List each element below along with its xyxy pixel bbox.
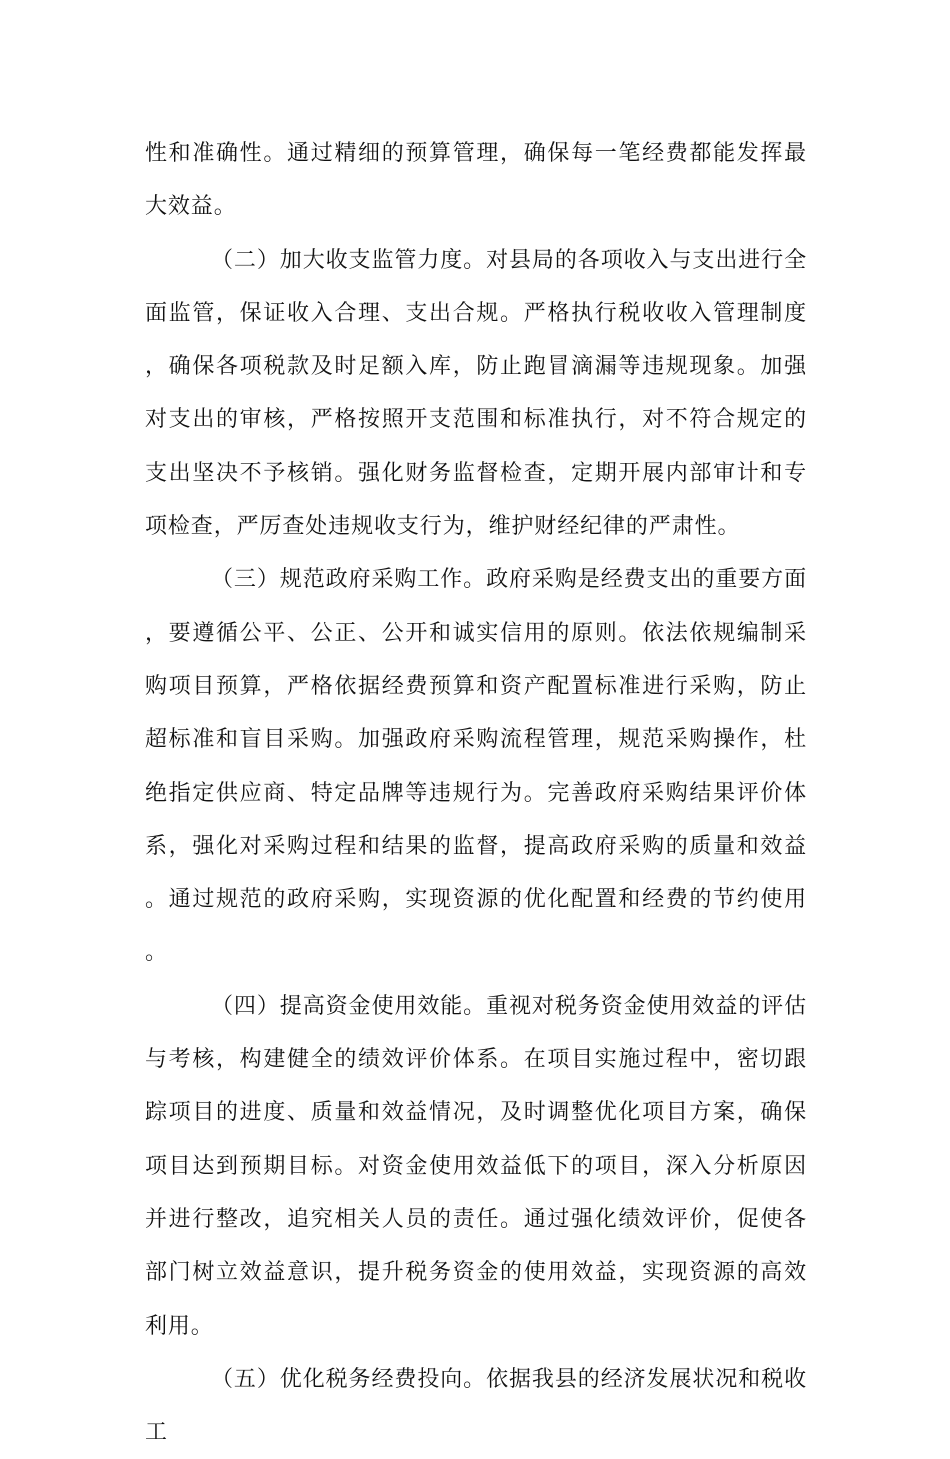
paragraph-continuation: 性和准确性。通过精细的预算管理，确保每一笔经费都能发挥最大效益。: [145, 141, 807, 220]
paragraph-3-government-procurement: （三）规范政府采购工作。政府采购是经费支出的重要方面，要遵循公平、公正、公开和诚实信用的原则。依法依规编制采购项目预算，严格依据经费预算和资产配置标准进行采购，防止超标准和盲目采购。加强政府采购流程管理，规范采购操作，杜绝指定供应商、特定品牌等违规行为。完善政府采购结果评价体系，强化对采购过程和结果的监督，提高政府采购的质量和效益。通过规范的政府采购，实现资源的优化配置和经费的节约使用。: [145, 567, 807, 966]
document-body: [145, 127, 807, 1459]
paragraph-2-revenue-expenditure-supervision: （二）加大收支监管力度。对县局的各项收入与支出进行全面监管，保证收入合理、支出合规。严格执行税收收入管理制度，确保各项税款及时足额入库，防止跑冒滴漏等违规现象。加强对支出的审核，严格按照开支范围和标准执行，对不符合规定的支出坚决不予核销。强化财务监督检查，定期开展内部审计和专项检查，严厉查处违规收支行为，维护财经纪律的严肃性。: [145, 247, 807, 540]
paragraph-5-fund-allocation: （五）优化税务经费投向。依据我县的经济发展状况和税收工: [145, 1366, 807, 1446]
paragraph-4-fund-efficiency: （四）提高资金使用效能。重视对税务资金使用效益的评估与考核，构建健全的绩效评价体系。在项目实施过程中，密切跟踪项目的进度、质量和效益情况，及时调整优化项目方案，确保项目达到预期目标。对资金使用效益低下的项目，深入分析原因并进行整改，追究相关人员的责任。通过强化绩效评价，促使各部门树立效益意识，提升税务资金的使用效益，实现资源的高效利用。: [145, 993, 807, 1339]
